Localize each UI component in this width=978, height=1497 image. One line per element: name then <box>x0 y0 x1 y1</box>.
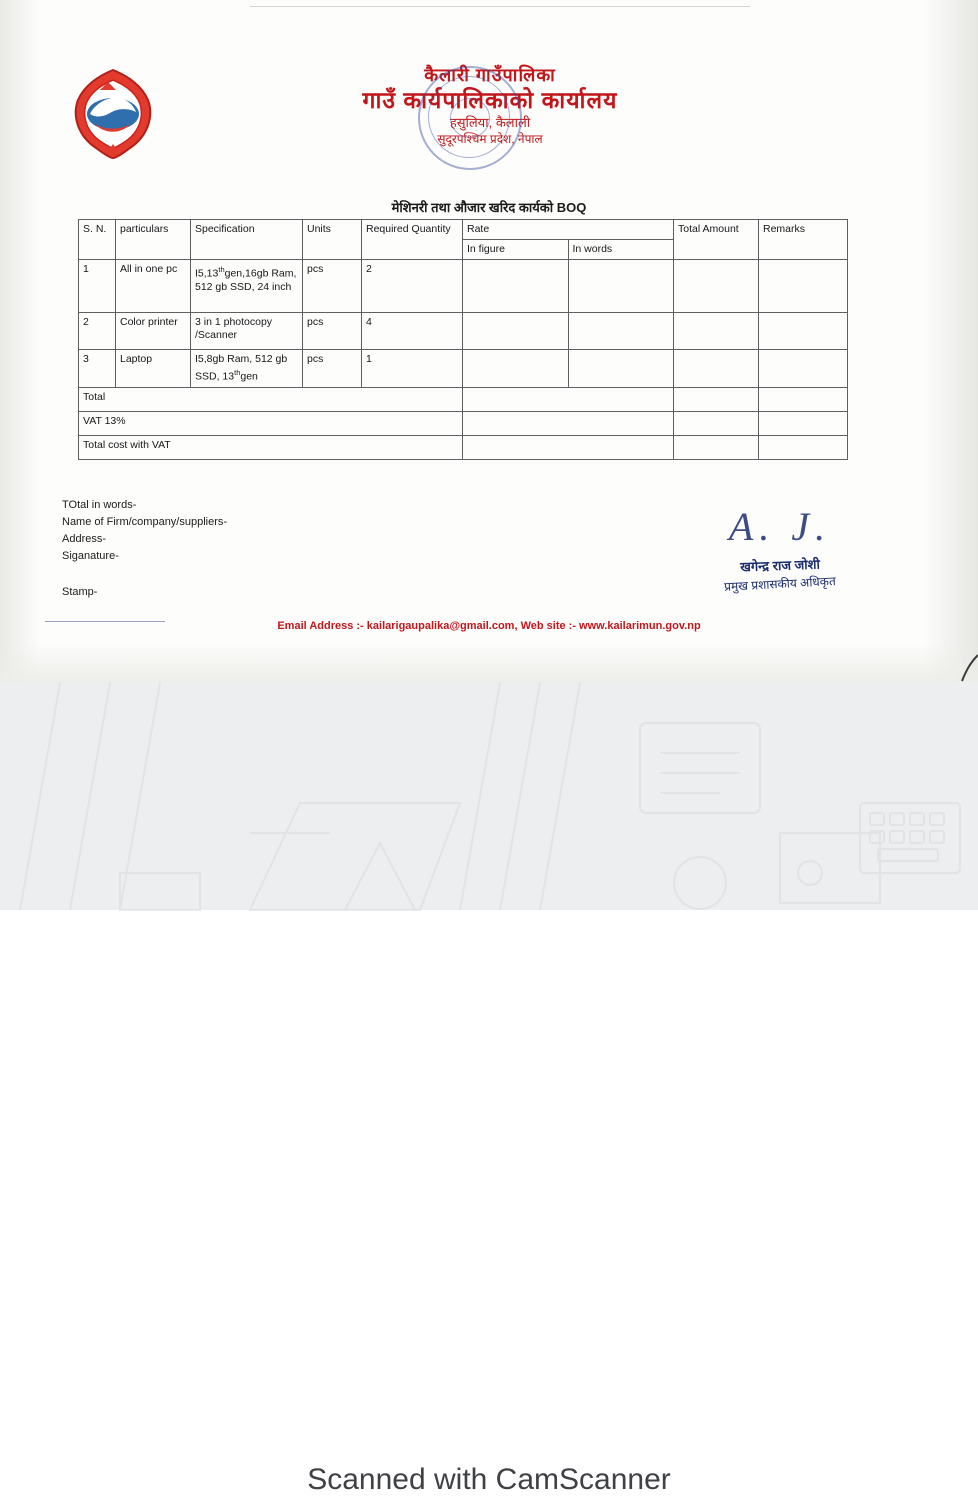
letterhead-line4: सुदूरपश्चिम प्रदेश, नेपाल <box>437 132 543 146</box>
cell-units: pcs <box>303 350 362 388</box>
col-header-particulars: particulars <box>116 220 191 260</box>
cell-particulars: All in one pc <box>116 260 191 313</box>
summary-rate-total-with-vat <box>463 435 674 459</box>
government-emblem-icon <box>70 68 156 160</box>
letterhead-line1: कैलारी गाउँपालिका <box>424 65 556 85</box>
table-row <box>79 313 848 350</box>
summary-label-vat: VAT 13% <box>79 411 463 435</box>
table-row <box>79 260 848 313</box>
cell-total-amount <box>674 350 759 388</box>
boq-table-header <box>79 220 848 260</box>
cell-sn: 2 <box>79 313 116 350</box>
summary-row-total <box>79 387 848 411</box>
summary-rate-total <box>463 387 674 411</box>
cell-particulars: Laptop <box>116 350 191 388</box>
field-address: Address- <box>62 533 107 545</box>
cell-sn: 1 <box>79 260 116 313</box>
document-title: मेशिनरी तथा औजार खरिद कार्यको BOQ <box>391 200 587 215</box>
summary-amount-vat <box>674 411 759 435</box>
summary-label-total: Total <box>79 387 463 411</box>
letterhead-line2: गाउँ कार्यपालिकाको कार्यालय <box>362 87 618 113</box>
summary-remarks-vat <box>759 411 848 435</box>
field-stamp: Stamp- <box>62 586 98 598</box>
footer-contact-info: Email Address :- kailarigaupalika@gmail.com, Web site :- www.kailarimun.gov.np <box>277 620 701 632</box>
camscanner-watermark-text: Scanned with CamScanner <box>307 1463 671 1496</box>
field-signature: Siganature- <box>62 550 119 562</box>
col-header-units: Units <box>303 220 362 260</box>
col-header-in-words: In words <box>568 240 674 260</box>
field-firm-name: Name of Firm/company/suppliers- <box>62 516 228 528</box>
page-curl-icon <box>948 653 978 683</box>
summary-amount-total <box>674 387 759 411</box>
spec-post: gen,16gb Ram, 512 gb SSD, 24 inch <box>195 267 297 293</box>
cell-rate-words <box>568 350 674 388</box>
col-header-specification: Specification <box>191 220 303 260</box>
summary-remarks-total <box>759 387 848 411</box>
summary-remarks-total-with-vat <box>759 435 848 459</box>
boq-table-body <box>79 260 848 460</box>
summary-amount-total-with-vat <box>674 435 759 459</box>
cell-total-amount <box>674 313 759 350</box>
cell-units: pcs <box>303 313 362 350</box>
cell-rate-words <box>568 260 674 313</box>
letterhead-line3: हसुलिया, कैलाली <box>449 115 531 130</box>
scan-shadow-bottom <box>0 643 978 683</box>
cell-rate-figure <box>463 350 569 388</box>
spec-pre: I5,13 <box>195 267 219 280</box>
cell-quantity: 2 <box>362 260 463 313</box>
cell-rate-words <box>568 313 674 350</box>
camscanner-background-pattern <box>0 683 978 910</box>
handwritten-signature: A. J. <box>728 504 832 549</box>
cell-particulars: Color printer <box>116 313 191 350</box>
cell-units: pcs <box>303 260 362 313</box>
header-row-primary <box>79 220 848 240</box>
spec-sup: th <box>218 265 225 274</box>
cell-remarks <box>759 350 848 388</box>
cell-rate-figure <box>463 313 569 350</box>
signatory-designation: प्रमुख प्रशासकीय अधिकृत <box>723 574 837 594</box>
col-header-rate: Rate <box>463 220 674 240</box>
scan-shadow-left <box>0 0 40 683</box>
col-header-total-amount: Total Amount <box>674 220 759 260</box>
summary-row-vat <box>79 411 848 435</box>
col-header-required-quantity: Required Quantity <box>362 220 463 260</box>
col-header-sn: S. N. <box>79 220 116 260</box>
col-header-remarks: Remarks <box>759 220 848 260</box>
table-row <box>79 350 848 388</box>
footer-fields <box>62 497 227 565</box>
signatory-name: खगेन्द्र राज जोशी <box>739 556 821 575</box>
spec-post: gen <box>240 370 258 383</box>
cell-sn: 3 <box>79 350 116 388</box>
cell-specification <box>191 260 303 313</box>
summary-label-total-with-vat: Total cost with VAT <box>79 435 463 459</box>
summary-rate-vat <box>463 411 674 435</box>
spec-sup: th <box>234 368 241 377</box>
cell-quantity: 4 <box>362 313 463 350</box>
spec-pre: I5,8gb Ram, 512 gb SSD, 13 <box>195 353 288 383</box>
boq-table <box>78 219 848 460</box>
camscanner-watermark-band <box>0 683 978 1496</box>
signature-block <box>700 498 860 593</box>
letterhead <box>300 64 680 147</box>
cell-remarks <box>759 313 848 350</box>
cell-specification <box>191 350 303 388</box>
cell-remarks <box>759 260 848 313</box>
scan-top-edge-line <box>250 6 750 7</box>
cell-specification: 3 in 1 photocopy /Scanner <box>191 313 303 350</box>
field-total-in-words: TOtal in words- <box>62 499 137 511</box>
col-header-in-figure: In figure <box>463 240 569 260</box>
scan-shadow-right <box>923 0 978 683</box>
summary-row-total-with-vat <box>79 435 848 459</box>
cell-quantity: 1 <box>362 350 463 388</box>
cell-total-amount <box>674 260 759 313</box>
scanned-document <box>0 0 978 683</box>
cell-rate-figure <box>463 260 569 313</box>
